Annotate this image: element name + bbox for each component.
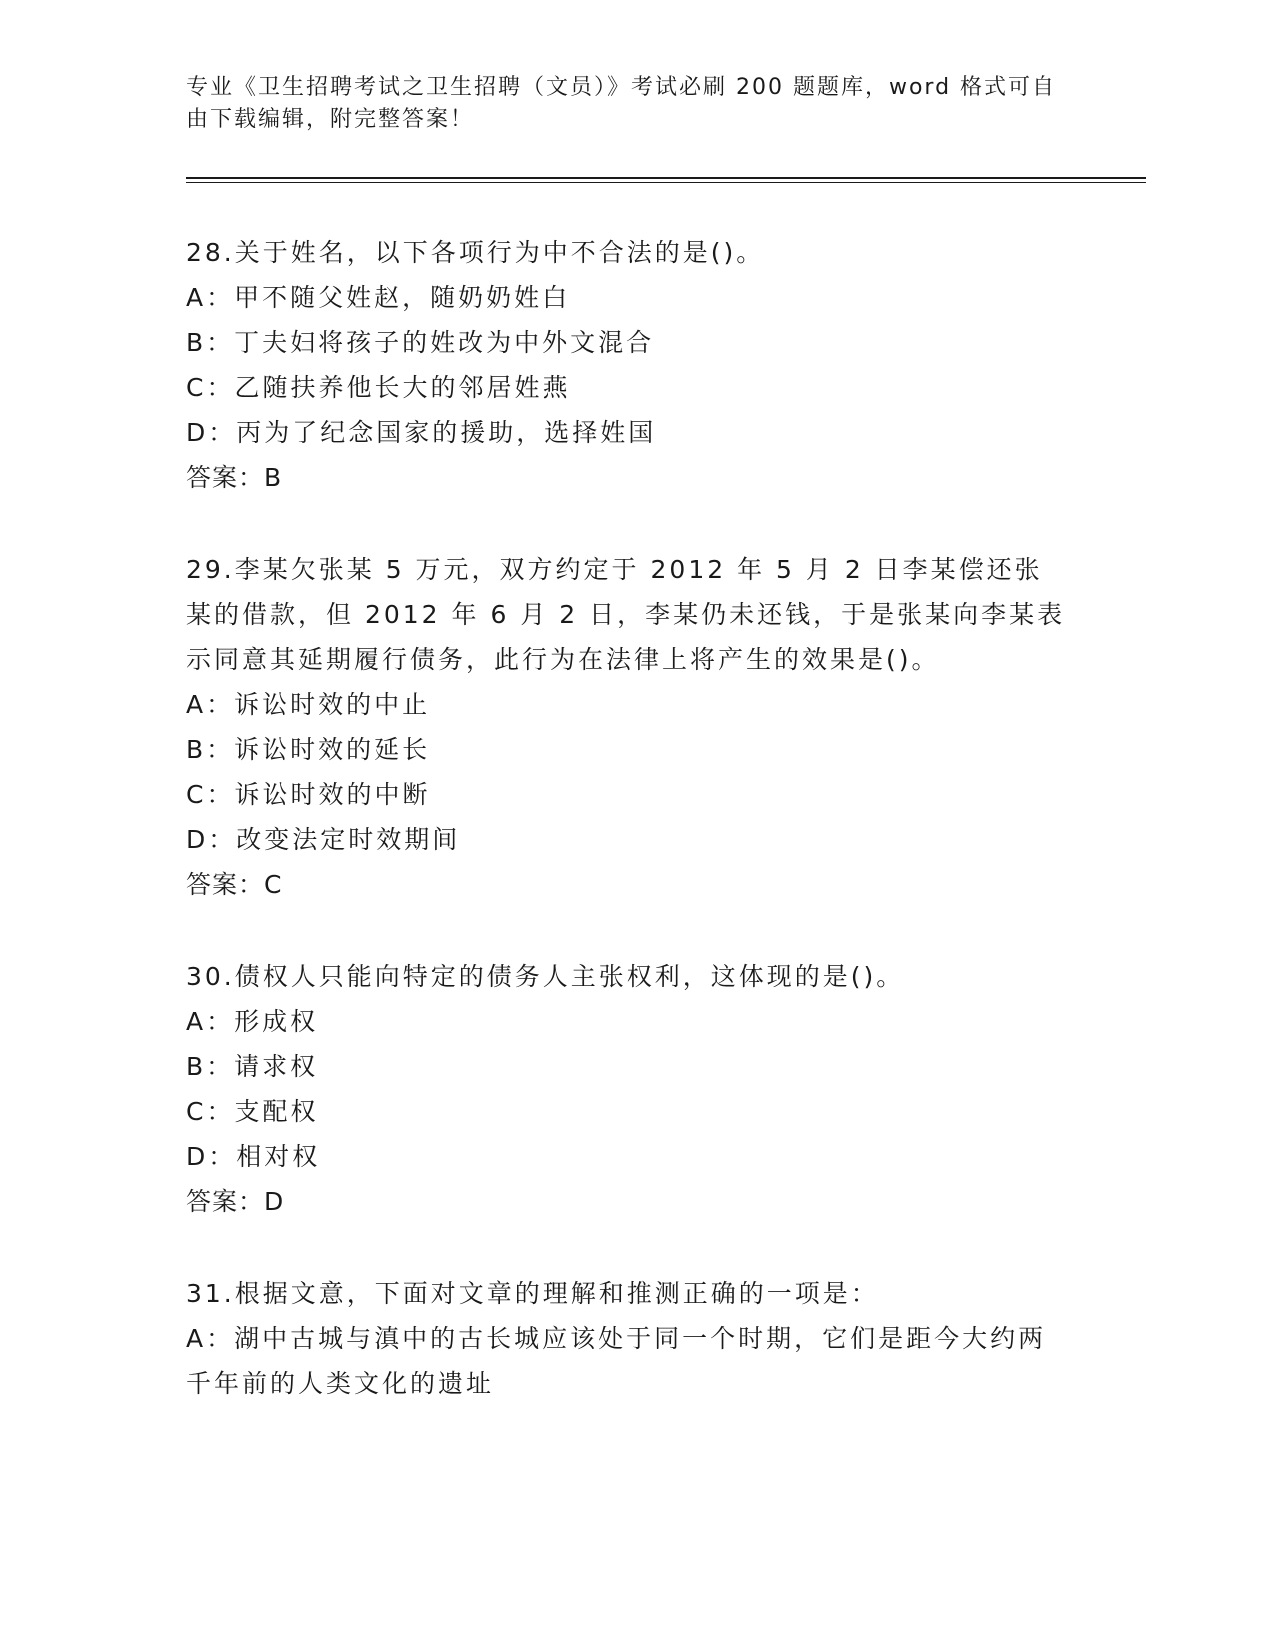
header-text-line-1: 专业《卫生招聘考试之卫生招聘（文员）》考试必刷 200 题题库，word 格式可自 bbox=[186, 75, 1057, 100]
question-stem: 30.债权人只能向特定的债务人主张权利，这体现的是()。 bbox=[186, 962, 905, 991]
header-divider-thin bbox=[186, 182, 1146, 183]
question-stem: 28.关于姓名，以下各项行为中不合法的是()。 bbox=[186, 238, 765, 267]
question-stem: 29.李某欠张某 5 万元，双方约定于 2012 年 5 月 2 日李某偿还张某的借款，但 2012 年 6 月 2 日，李某仍未还钱，于是张某向李某表示同意其延期履行债务，此行为在法律上将产生的效果是()。 bbox=[186, 555, 1066, 674]
header-text-line-2: 由下载编辑，附完整答案！ bbox=[186, 107, 475, 132]
option-b: B：请求权 bbox=[186, 1052, 319, 1081]
document-header bbox=[186, 72, 1066, 136]
option-c: C：支配权 bbox=[186, 1097, 319, 1126]
question-30 bbox=[186, 954, 1066, 1224]
option-d: D：改变法定时效期间 bbox=[186, 825, 461, 854]
option-a: A：湖中古城与滇中的古长城应该处于同一个时期，它们是距今大约两千年前的人类文化的遗址 bbox=[186, 1324, 1047, 1398]
header-divider-thick bbox=[186, 177, 1146, 179]
option-c: C：乙随扶养他长大的邻居姓燕 bbox=[186, 373, 571, 402]
question-list bbox=[186, 230, 1066, 1453]
answer-label: 答案：B bbox=[186, 463, 283, 492]
option-b: B：诉讼时效的延长 bbox=[186, 735, 431, 764]
question-stem: 31.根据文意，下面对文章的理解和推测正确的一项是： bbox=[186, 1279, 879, 1308]
option-d: D：相对权 bbox=[186, 1142, 321, 1171]
option-b: B：丁夫妇将孩子的姓改为中外文混合 bbox=[186, 328, 655, 357]
option-d: D：丙为了纪念国家的援助，选择姓国 bbox=[186, 418, 657, 447]
option-a: A：形成权 bbox=[186, 1007, 319, 1036]
option-a: A：甲不随父姓赵，随奶奶姓白 bbox=[186, 283, 571, 312]
answer-label: 答案：D bbox=[186, 1187, 285, 1216]
option-a: A：诉讼时效的中止 bbox=[186, 690, 431, 719]
option-c: C：诉讼时效的中断 bbox=[186, 780, 431, 809]
question-29 bbox=[186, 547, 1066, 907]
question-28 bbox=[186, 230, 1066, 500]
answer-label: 答案：C bbox=[186, 870, 283, 899]
question-31 bbox=[186, 1271, 1066, 1406]
